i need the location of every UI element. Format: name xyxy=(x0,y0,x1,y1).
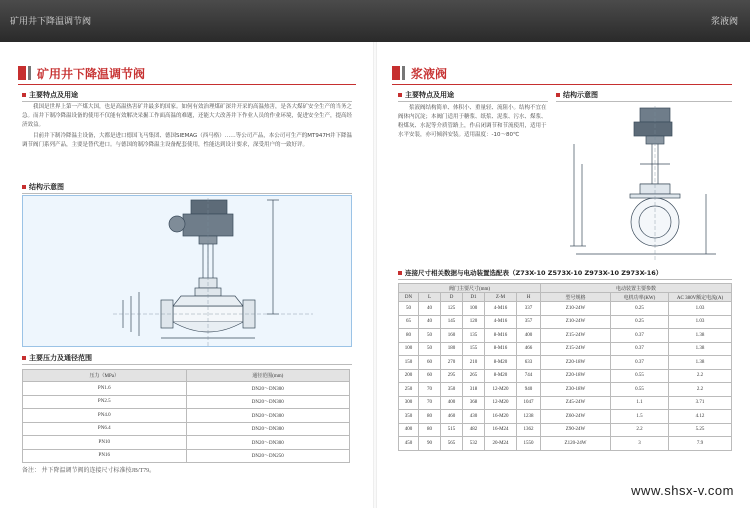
table-cell: 1238 xyxy=(517,410,541,424)
right-table-heading xyxy=(398,268,662,277)
table-cell: 180 xyxy=(441,342,463,356)
left-features-text xyxy=(22,103,352,150)
table-cell: 40 xyxy=(419,302,441,316)
page-spine xyxy=(373,42,377,508)
valve-dims-group-header: 阀门主要尺寸(mm) xyxy=(399,284,541,293)
col-d: D xyxy=(441,293,463,302)
table-cell: 12-M20 xyxy=(485,396,517,410)
table-cell: 1.5 xyxy=(611,410,669,424)
left-note: 备注： 井下降温调节阀的连接尺寸标准按JB/T79。 xyxy=(22,468,156,474)
right-table-title: 连接尺寸相关数据与电动装置选配表（Z73X-10 Z573X-10 Z973X-10 Z973X-16） xyxy=(405,269,663,277)
table-cell: PN6.4 xyxy=(23,422,187,436)
table-cell: Z45-24W xyxy=(541,396,611,410)
table-cell: 90 xyxy=(419,437,441,451)
left-diagram-heading xyxy=(22,182,64,192)
left-features-rule xyxy=(22,101,352,102)
table-cell: Z15-24W xyxy=(541,342,611,356)
table-cell: 400 xyxy=(399,423,419,437)
pressure-table xyxy=(22,369,350,463)
table-cell: 16-M24 xyxy=(485,423,517,437)
table-cell: 1362 xyxy=(517,423,541,437)
table-cell: 150 xyxy=(399,356,419,370)
table-cell: 400 xyxy=(441,396,463,410)
table-cell: 0.55 xyxy=(611,383,669,397)
table-cell: 8-M20 xyxy=(485,356,517,370)
table-cell: 60 xyxy=(419,356,441,370)
table-cell: 50 xyxy=(399,302,419,316)
website-watermark: www.shsx-v.com xyxy=(631,483,734,498)
table-row xyxy=(399,437,732,451)
control-valve-drawing xyxy=(23,196,353,348)
table-cell: 482 xyxy=(463,423,485,437)
left-features-title: 主要特点及用途 xyxy=(29,91,78,99)
table-cell: 430 xyxy=(463,410,485,424)
left-features-heading xyxy=(22,90,78,100)
table-row xyxy=(399,410,732,424)
left-paragraph-1: 我国是世界上第一产煤大国，也是高温热害矿井最多的国家。如何有效治理煤矿深井开采的高温热害，是各大煤矿安全生产的当务之急。而井下制冷降温设备的使用不仅能有效解决采掘工作面高温的难题，还能大大改善井下作业人员的作业环境，促进安全生产，提高经济效益。 xyxy=(22,104,353,128)
table-row xyxy=(399,396,732,410)
table-cell: 8-M20 xyxy=(485,369,517,383)
table-row xyxy=(23,436,350,450)
table-row xyxy=(399,383,732,397)
table-cell: 357 xyxy=(517,315,541,329)
table-cell: DN20～DN300 xyxy=(186,422,350,436)
left-pressure-rule xyxy=(22,364,352,365)
table-cell: Z90-24W xyxy=(541,423,611,437)
table-cell: Z15-24W xyxy=(541,329,611,343)
right-header-title: 浆液阀 xyxy=(710,17,738,27)
table-cell: 0.25 xyxy=(611,315,669,329)
table-row xyxy=(399,329,732,343)
table-row xyxy=(23,449,350,463)
right-table-rule xyxy=(398,279,732,280)
table-cell: 0.37 xyxy=(611,356,669,370)
right-features-text xyxy=(398,104,548,140)
col-l: L xyxy=(419,293,441,302)
table-cell: 160 xyxy=(441,329,463,343)
table-row xyxy=(399,356,732,370)
col-current: AC 380V额定电流(A) xyxy=(669,293,732,302)
right-section-title xyxy=(392,62,447,84)
table-cell: 460 xyxy=(441,410,463,424)
table-cell: 70 xyxy=(419,383,441,397)
table-cell: 1.38 xyxy=(669,342,732,356)
table-cell: 295 xyxy=(441,369,463,383)
table-cell: 2.2 xyxy=(669,369,732,383)
table-cell: 940 xyxy=(517,383,541,397)
table-cell: 400 xyxy=(517,329,541,343)
table-cell: 5.25 xyxy=(669,423,732,437)
table-cell: 135 xyxy=(463,329,485,343)
table-cell: DN20～DN300 xyxy=(186,409,350,423)
table-cell: Z10-24W xyxy=(541,315,611,329)
table-cell: 265 xyxy=(463,369,485,383)
left-header-title: 矿用井下降温调节阀 xyxy=(10,17,92,27)
table-cell: 2.2 xyxy=(669,383,732,397)
table-cell: 0.25 xyxy=(611,302,669,316)
table-cell: Z60-24W xyxy=(541,410,611,424)
header-bar xyxy=(0,0,750,42)
table-cell: 300 xyxy=(399,396,419,410)
right-diagram-heading xyxy=(556,90,598,100)
table-cell: 1.1 xyxy=(611,396,669,410)
table-row xyxy=(23,382,350,396)
table-cell: Z10-24W xyxy=(541,302,611,316)
table-cell: 0.37 xyxy=(611,329,669,343)
left-title-rule xyxy=(18,84,356,85)
table-cell: 318 xyxy=(463,383,485,397)
table-cell: 565 xyxy=(441,437,463,451)
dimension-table xyxy=(398,283,732,451)
motor-params-header: 电动装置主要参数 xyxy=(541,284,732,293)
table-cell: 0.37 xyxy=(611,342,669,356)
table-row xyxy=(399,369,732,383)
table-cell: 4-M16 xyxy=(485,315,517,329)
left-title-text: 矿用井下降温调节阀 xyxy=(37,66,146,81)
pressure-header: 压力（MPa） xyxy=(23,370,187,382)
right-features-paragraph: 浆液阀结构简单、体积小、重量轻、流阻小。结构不宜在阀体内沉淀；本阀门适用于糖浆、纸浆、泥浆、污水、煤浆、粉煤灰、水泥等介质管路上，作启闭调节和节流使用，适用于水平安装，亦可倾斜安装。适用温度：-10～80℃ xyxy=(398,105,547,138)
table-row xyxy=(399,315,732,329)
table-cell: 145 xyxy=(441,315,463,329)
left-valve-diagram xyxy=(22,195,352,347)
table-cell: 532 xyxy=(463,437,485,451)
table-cell: 1.38 xyxy=(669,329,732,343)
table-cell: 4.12 xyxy=(669,410,732,424)
table-cell: 80 xyxy=(419,410,441,424)
right-features-title: 主要特点及用途 xyxy=(405,91,454,99)
left-paragraph-2: 目前井下制冷降温主设备，大都是进口德国飞马集团、德国SIEMAG（西马格）……等公司产品，本公司可生产的MT947H井下降温调节阀门系列产品，主要是替代进口。与德国的制冷降温主设备配套使用，性能达到设计要求，深受用户的一致好评。 xyxy=(22,133,353,148)
table-cell: 100 xyxy=(463,302,485,316)
slurry-valve-drawing xyxy=(556,104,732,262)
table-cell: Z20-18W xyxy=(541,356,611,370)
table-cell: 3.71 xyxy=(669,396,732,410)
table-cell: 70 xyxy=(419,396,441,410)
table-cell: PN10 xyxy=(23,436,187,450)
col-dn: DN xyxy=(399,293,419,302)
right-features-rule xyxy=(398,101,548,102)
table-cell: 8-M16 xyxy=(485,329,517,343)
left-pressure-heading xyxy=(22,353,92,363)
table-cell: 120 xyxy=(463,315,485,329)
col-h: H xyxy=(517,293,541,302)
col-zm: Z-M xyxy=(485,293,517,302)
table-cell: PN1.6 xyxy=(23,382,187,396)
table-cell: 12-M20 xyxy=(485,383,517,397)
table-cell: 1550 xyxy=(517,437,541,451)
table-cell: 3 xyxy=(611,437,669,451)
right-features-heading xyxy=(398,90,454,100)
table-cell: 368 xyxy=(463,396,485,410)
table-cell: 8-M16 xyxy=(485,342,517,356)
table-cell: 80 xyxy=(419,423,441,437)
table-cell: PN2.5 xyxy=(23,395,187,409)
table-cell: 125 xyxy=(441,302,463,316)
col-model: 型号规格 xyxy=(541,293,611,302)
table-cell: 210 xyxy=(463,356,485,370)
table-cell: 2.2 xyxy=(611,423,669,437)
table-row xyxy=(399,423,732,437)
table-cell: 200 xyxy=(399,369,419,383)
table-cell: PN4.0 xyxy=(23,409,187,423)
left-diagram-rule xyxy=(22,193,352,194)
table-cell: 80 xyxy=(399,329,419,343)
table-row xyxy=(23,422,350,436)
right-title-text: 浆液阀 xyxy=(411,66,448,81)
table-cell: 1.03 xyxy=(669,315,732,329)
table-cell: 450 xyxy=(399,437,419,451)
table-cell: 350 xyxy=(399,410,419,424)
table-cell: 515 xyxy=(441,423,463,437)
table-cell: DN20～DN250 xyxy=(186,449,350,463)
table-cell: DN20～DN300 xyxy=(186,395,350,409)
table-row xyxy=(23,409,350,423)
table-cell: 744 xyxy=(517,369,541,383)
col-d1: D1 xyxy=(463,293,485,302)
table-cell: 50 xyxy=(419,329,441,343)
table-cell: DN20～DN300 xyxy=(186,436,350,450)
table-cell: 50 xyxy=(419,342,441,356)
col-power: 电机功率(KW) xyxy=(611,293,669,302)
left-pressure-title: 主要压力及通径范围 xyxy=(29,354,92,362)
table-cell: 466 xyxy=(517,342,541,356)
table-cell: Z120-24W xyxy=(541,437,611,451)
table-cell: 155 xyxy=(463,342,485,356)
table-cell: 337 xyxy=(517,302,541,316)
table-row xyxy=(23,395,350,409)
table-cell: 20-M24 xyxy=(485,437,517,451)
table-cell: 40 xyxy=(419,315,441,329)
table-cell: 65 xyxy=(399,315,419,329)
table-cell: Z20-18W xyxy=(541,369,611,383)
table-cell: 270 xyxy=(441,356,463,370)
table-cell: DN20～DN300 xyxy=(186,382,350,396)
table-cell: 7.9 xyxy=(669,437,732,451)
table-cell: 250 xyxy=(399,383,419,397)
table-cell: 100 xyxy=(399,342,419,356)
table-cell: 0.55 xyxy=(611,369,669,383)
table-row xyxy=(399,342,732,356)
table-cell: 1.38 xyxy=(669,356,732,370)
table-cell: 60 xyxy=(419,369,441,383)
table-cell: 633 xyxy=(517,356,541,370)
table-cell: 4-M16 xyxy=(485,302,517,316)
right-diagram-title: 结构示意图 xyxy=(563,91,598,99)
left-diagram-title: 结构示意图 xyxy=(29,183,64,191)
table-cell: 16-M20 xyxy=(485,410,517,424)
table-cell: Z30-18W xyxy=(541,383,611,397)
table-cell: 350 xyxy=(441,383,463,397)
table-cell: 1047 xyxy=(517,396,541,410)
right-diagram-rule xyxy=(556,101,732,102)
table-cell: PN16 xyxy=(23,449,187,463)
table-row xyxy=(399,302,732,316)
table-cell: 1.03 xyxy=(669,302,732,316)
diameter-header: 通径范围(mm) xyxy=(186,370,350,382)
right-title-rule xyxy=(392,84,732,85)
left-section-title xyxy=(18,62,145,84)
